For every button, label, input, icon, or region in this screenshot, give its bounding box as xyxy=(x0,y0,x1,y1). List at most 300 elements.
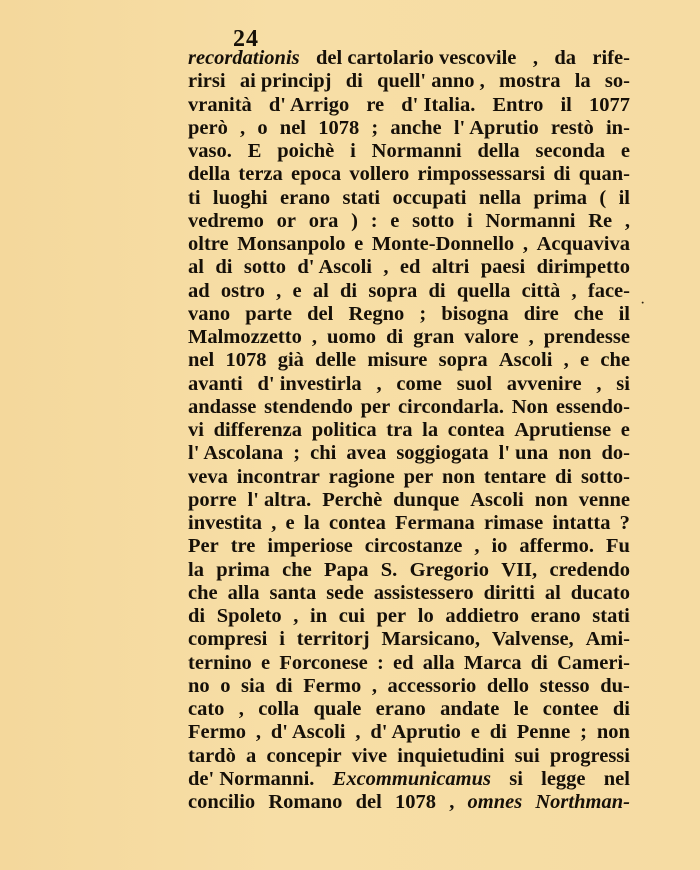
word: che xyxy=(600,349,630,372)
word: l' una xyxy=(498,442,549,465)
word: e xyxy=(261,651,271,674)
word: avea xyxy=(346,442,387,465)
word: ai principj xyxy=(239,70,332,93)
word: Fu xyxy=(605,535,630,558)
word: , xyxy=(311,326,317,348)
word: compresi xyxy=(188,628,268,651)
word: , xyxy=(596,372,602,395)
word: sotto- xyxy=(580,465,630,488)
word: come xyxy=(396,372,442,395)
word: territorj xyxy=(296,628,370,651)
word: , xyxy=(293,605,299,627)
word: di xyxy=(530,651,548,674)
text-line xyxy=(188,442,630,465)
word: , xyxy=(376,372,382,395)
page-number: 24 xyxy=(233,26,259,52)
text-line xyxy=(188,140,630,163)
word: essendo- xyxy=(555,395,630,418)
word: prima xyxy=(216,558,270,581)
word: politica xyxy=(311,419,377,441)
word: Normanni xyxy=(371,140,462,162)
word: si xyxy=(616,372,630,395)
word: Perchè xyxy=(322,488,383,511)
word: stendendo xyxy=(264,395,353,418)
word: che xyxy=(188,581,218,604)
word: di xyxy=(553,163,571,186)
word: ternino xyxy=(188,651,252,674)
word: stesso xyxy=(539,674,590,697)
word: non xyxy=(534,488,568,511)
word: e xyxy=(470,721,480,744)
word: al xyxy=(312,279,329,302)
word: Monsanpolo xyxy=(237,233,346,255)
word: o xyxy=(257,116,268,139)
word: , xyxy=(571,279,577,302)
word: i xyxy=(467,209,473,232)
text-line xyxy=(188,117,630,140)
word: bisogna xyxy=(441,302,509,325)
word: o xyxy=(220,674,231,697)
word: ad xyxy=(188,279,210,302)
word: accessorio xyxy=(387,674,477,697)
text-line xyxy=(188,280,630,303)
text-line xyxy=(188,535,630,558)
word: per xyxy=(403,465,434,488)
word: Romano xyxy=(268,791,343,813)
word: quale xyxy=(313,698,362,720)
word: ora xyxy=(308,209,339,232)
word: luoghi xyxy=(212,186,268,209)
word: Normanni xyxy=(485,209,576,232)
word: e xyxy=(620,140,630,162)
text-line xyxy=(188,187,630,210)
word: Valvense, xyxy=(491,628,574,651)
word: vaso. xyxy=(188,140,232,162)
word: soggiogata xyxy=(396,442,489,465)
word: so- xyxy=(604,70,630,93)
word: ( xyxy=(599,186,607,209)
word: che xyxy=(282,558,312,581)
word: non xyxy=(442,465,476,488)
text-line xyxy=(188,605,630,628)
word: tra xyxy=(386,419,413,441)
word: anche xyxy=(390,116,442,139)
word: il xyxy=(618,186,630,209)
text-line xyxy=(188,396,630,419)
word: , xyxy=(240,116,246,139)
word: 1078 xyxy=(318,116,360,139)
word: parte xyxy=(245,302,292,325)
text-line xyxy=(188,163,630,186)
word: prima xyxy=(533,186,587,209)
text-line xyxy=(188,698,630,721)
word: di xyxy=(188,605,206,627)
word: , xyxy=(371,674,377,697)
word: l' Ascolana xyxy=(188,442,284,465)
word: imperiose xyxy=(267,535,353,558)
word: la xyxy=(303,512,320,534)
word: chi xyxy=(310,442,337,465)
word: vollero xyxy=(349,163,410,186)
word: de' Normanni. xyxy=(188,767,315,790)
word: avanti xyxy=(188,372,243,395)
word: sopra xyxy=(438,349,488,372)
word: Malmozzetto xyxy=(188,326,302,348)
text-line xyxy=(188,233,630,256)
word: erano xyxy=(375,698,426,720)
word: restò xyxy=(550,116,594,139)
word: Ami- xyxy=(585,628,630,651)
word: Per xyxy=(188,535,219,558)
word: credendo xyxy=(549,558,630,581)
word: stati xyxy=(342,186,381,209)
word: ; xyxy=(419,302,427,325)
word: da xyxy=(554,47,577,69)
text-line xyxy=(188,628,630,651)
word: contea xyxy=(328,512,386,534)
word: circondarla. xyxy=(397,395,505,418)
word: valore xyxy=(464,326,519,348)
text-line xyxy=(188,47,630,70)
word: Re xyxy=(588,209,613,232)
word: d' investirla xyxy=(257,372,362,395)
word: alla xyxy=(422,651,455,674)
body-text xyxy=(188,47,630,814)
word: tre xyxy=(230,535,256,558)
word: ed xyxy=(393,651,414,674)
word: Papa xyxy=(324,558,369,581)
word: Ascoli xyxy=(498,349,553,372)
word: di xyxy=(612,698,630,720)
word: venne xyxy=(578,488,630,511)
word: erano xyxy=(530,605,581,627)
word: or xyxy=(276,209,297,232)
word: e xyxy=(620,419,630,441)
word: ; xyxy=(371,116,379,139)
word: e xyxy=(580,349,590,372)
text-line xyxy=(188,419,630,442)
word: Fermo xyxy=(188,721,247,744)
word: ragione xyxy=(328,465,395,488)
word: e xyxy=(390,209,400,232)
word: face- xyxy=(587,279,630,302)
word: 1078 xyxy=(395,791,436,813)
word: tardò xyxy=(188,744,236,767)
word: concilio xyxy=(188,791,256,813)
word: d' Ascoli xyxy=(297,256,372,279)
word: santa xyxy=(269,581,317,604)
word: nel xyxy=(279,116,306,139)
word: ti xyxy=(188,186,201,209)
text-line xyxy=(188,94,630,117)
word: però xyxy=(188,116,228,139)
word: l' altra. xyxy=(247,488,312,511)
margin-mark: · xyxy=(640,295,646,312)
word: la xyxy=(574,70,591,93)
text-line xyxy=(188,745,630,768)
word: 1078 xyxy=(225,349,267,372)
word: Spoleto xyxy=(216,605,282,627)
word: assistessero xyxy=(373,581,474,604)
word: poichè xyxy=(277,140,335,162)
word: prendesse xyxy=(543,326,630,348)
word: Entro xyxy=(492,93,544,116)
word: veva xyxy=(188,465,228,488)
word: misure xyxy=(367,349,428,372)
word: , xyxy=(522,233,528,255)
word: al xyxy=(188,256,204,279)
word: , xyxy=(624,209,630,232)
word: rimpossessarsi xyxy=(417,163,546,186)
word: no xyxy=(188,674,210,697)
word: VII, xyxy=(501,558,538,581)
word: in xyxy=(310,605,328,627)
word: d' Italia. xyxy=(401,93,476,116)
word: , xyxy=(449,791,455,813)
word: d' Ascoli xyxy=(270,721,346,744)
word: i xyxy=(350,140,356,162)
word: altri xyxy=(431,256,470,279)
word: mostra xyxy=(499,70,561,93)
word: non xyxy=(558,442,592,465)
word: le xyxy=(513,698,529,720)
word: contea xyxy=(447,419,505,441)
word: paesi xyxy=(480,256,526,279)
word: rimase xyxy=(483,512,544,534)
word: Penne xyxy=(516,721,571,744)
word: avvenire xyxy=(506,372,582,395)
word: oltre xyxy=(188,233,229,255)
word: Fermo xyxy=(303,674,362,697)
word: contee xyxy=(542,698,599,720)
word: stati xyxy=(592,605,630,627)
word: occupati xyxy=(392,186,467,209)
word: Northman- xyxy=(535,791,630,813)
word: di xyxy=(345,70,363,93)
word: nella xyxy=(478,186,522,209)
word: , xyxy=(474,535,480,558)
word: vano xyxy=(188,302,231,325)
word: vi xyxy=(188,419,204,441)
word: du- xyxy=(600,674,630,697)
word: la xyxy=(188,558,204,581)
word: affermo. xyxy=(519,535,594,558)
word: io xyxy=(491,535,508,558)
word: Acquaviva xyxy=(536,233,630,255)
word: città xyxy=(521,279,561,302)
word: , xyxy=(532,47,538,69)
word: differenza xyxy=(213,419,303,441)
word: intatta xyxy=(552,512,611,534)
word: ducato xyxy=(570,581,630,604)
word: tentare xyxy=(483,465,547,488)
word: terza xyxy=(238,163,283,186)
text-line xyxy=(188,210,630,233)
word: omnes xyxy=(467,791,523,813)
word: Marsicano, xyxy=(381,628,480,651)
word: della xyxy=(188,163,231,186)
word: Regno xyxy=(348,302,405,325)
word: , xyxy=(528,326,534,348)
word: dire xyxy=(523,302,559,325)
word: diritti xyxy=(483,581,535,604)
word: cato xyxy=(188,698,225,720)
word: Non xyxy=(511,395,549,418)
word: al xyxy=(544,581,561,604)
word: quan- xyxy=(578,163,630,186)
word: di xyxy=(489,721,507,744)
word: ed xyxy=(399,256,421,279)
word: a xyxy=(246,744,257,767)
word: rife- xyxy=(592,47,630,69)
word: che xyxy=(573,302,604,325)
word: nel xyxy=(603,767,630,790)
word: il xyxy=(618,302,630,325)
word: dunque xyxy=(393,488,460,511)
word: : xyxy=(376,651,384,674)
word: quella xyxy=(456,279,511,302)
word: nel xyxy=(188,349,215,372)
word: Fermana xyxy=(395,512,475,534)
word: sotto xyxy=(412,209,455,232)
word: e xyxy=(292,279,302,302)
word: E xyxy=(247,140,262,162)
word: Marca xyxy=(463,651,522,674)
word: , xyxy=(255,721,262,744)
word: recordationis xyxy=(188,47,300,69)
word: seconda xyxy=(535,140,605,162)
word: , xyxy=(383,256,389,279)
word: rirsi xyxy=(188,70,226,93)
word: suol xyxy=(456,372,493,395)
word: d' Arrigo xyxy=(268,93,350,116)
word: quell' anno , xyxy=(377,70,485,93)
word: lo xyxy=(417,605,434,627)
word: il xyxy=(560,93,572,116)
word: d' Aprutio xyxy=(370,721,461,744)
word: legge xyxy=(541,767,586,790)
word: vive xyxy=(351,744,388,767)
word: Monte-Donnello xyxy=(371,233,515,255)
word: del xyxy=(307,302,334,325)
text-line xyxy=(188,466,630,489)
word: si xyxy=(509,767,523,790)
word: ? xyxy=(619,512,630,534)
word: ; xyxy=(293,442,301,465)
word: ; xyxy=(580,721,587,744)
text-line xyxy=(188,373,630,396)
word: ) xyxy=(351,209,358,232)
word: incontrar xyxy=(236,465,320,488)
word: Ascoli xyxy=(470,488,524,511)
word: : xyxy=(370,209,378,232)
word: per xyxy=(376,605,407,627)
text-line xyxy=(188,326,630,349)
word: e xyxy=(285,512,295,534)
word: di xyxy=(215,256,233,279)
word: investita xyxy=(188,512,263,534)
word: vranità xyxy=(188,93,252,116)
text-line xyxy=(188,768,630,791)
word: 1077 xyxy=(589,93,630,116)
word: Forconese xyxy=(279,651,368,674)
word: della xyxy=(477,140,520,162)
word: inquietudini xyxy=(397,744,505,767)
word: di xyxy=(275,674,293,697)
word: re xyxy=(366,93,385,116)
word: andasse xyxy=(188,395,257,418)
word: , xyxy=(563,349,569,372)
word: in- xyxy=(605,116,630,139)
word: do- xyxy=(601,442,630,465)
word: progressi xyxy=(549,744,630,767)
word: delle xyxy=(315,349,357,372)
word: S. xyxy=(380,558,398,581)
word: già xyxy=(277,349,304,372)
word: sui xyxy=(514,744,540,767)
word: per xyxy=(360,395,391,418)
word: di xyxy=(428,279,446,302)
text-line xyxy=(188,256,630,279)
word: di xyxy=(339,279,358,302)
word: dello xyxy=(486,674,530,697)
word: , xyxy=(271,512,277,534)
text-line xyxy=(188,721,630,744)
word: concepir xyxy=(266,744,342,767)
text-line xyxy=(188,582,630,605)
word: gran xyxy=(413,326,455,348)
word: porre xyxy=(188,488,237,511)
word: sia xyxy=(241,674,265,697)
word: del xyxy=(355,791,382,813)
word: epoca xyxy=(291,163,342,186)
word: sopra xyxy=(368,279,418,302)
word: Excommunicamus xyxy=(332,767,491,790)
word: andate xyxy=(440,698,500,720)
word: , xyxy=(276,279,282,302)
word: colla xyxy=(258,698,300,720)
word: sotto xyxy=(243,256,286,279)
word: dirimpetto xyxy=(536,256,630,279)
word: cui xyxy=(338,605,365,627)
text-line xyxy=(188,303,630,326)
text-line xyxy=(188,652,630,675)
text-line xyxy=(188,512,630,535)
word: e xyxy=(354,233,364,255)
word: di xyxy=(555,465,573,488)
word: addietro xyxy=(445,605,519,627)
word: Gregorio xyxy=(409,558,489,581)
word: erano xyxy=(280,186,331,209)
word: uomo xyxy=(327,326,377,348)
word: alla xyxy=(227,581,260,604)
text-line xyxy=(188,675,630,698)
text-line xyxy=(188,791,630,814)
word: i xyxy=(279,628,285,651)
word: , xyxy=(355,721,361,744)
word: non xyxy=(596,721,630,744)
word: di xyxy=(386,326,404,348)
word: vedremo xyxy=(188,209,264,232)
word: , xyxy=(238,698,244,720)
word: ostro xyxy=(220,279,265,302)
text-line xyxy=(188,349,630,372)
word: Cameri- xyxy=(557,651,630,674)
word: circostanze xyxy=(364,535,463,558)
word: del cartolario vescovile xyxy=(316,47,517,69)
word: Aprutiense xyxy=(514,419,612,441)
word: l' Aprutio xyxy=(453,116,539,139)
